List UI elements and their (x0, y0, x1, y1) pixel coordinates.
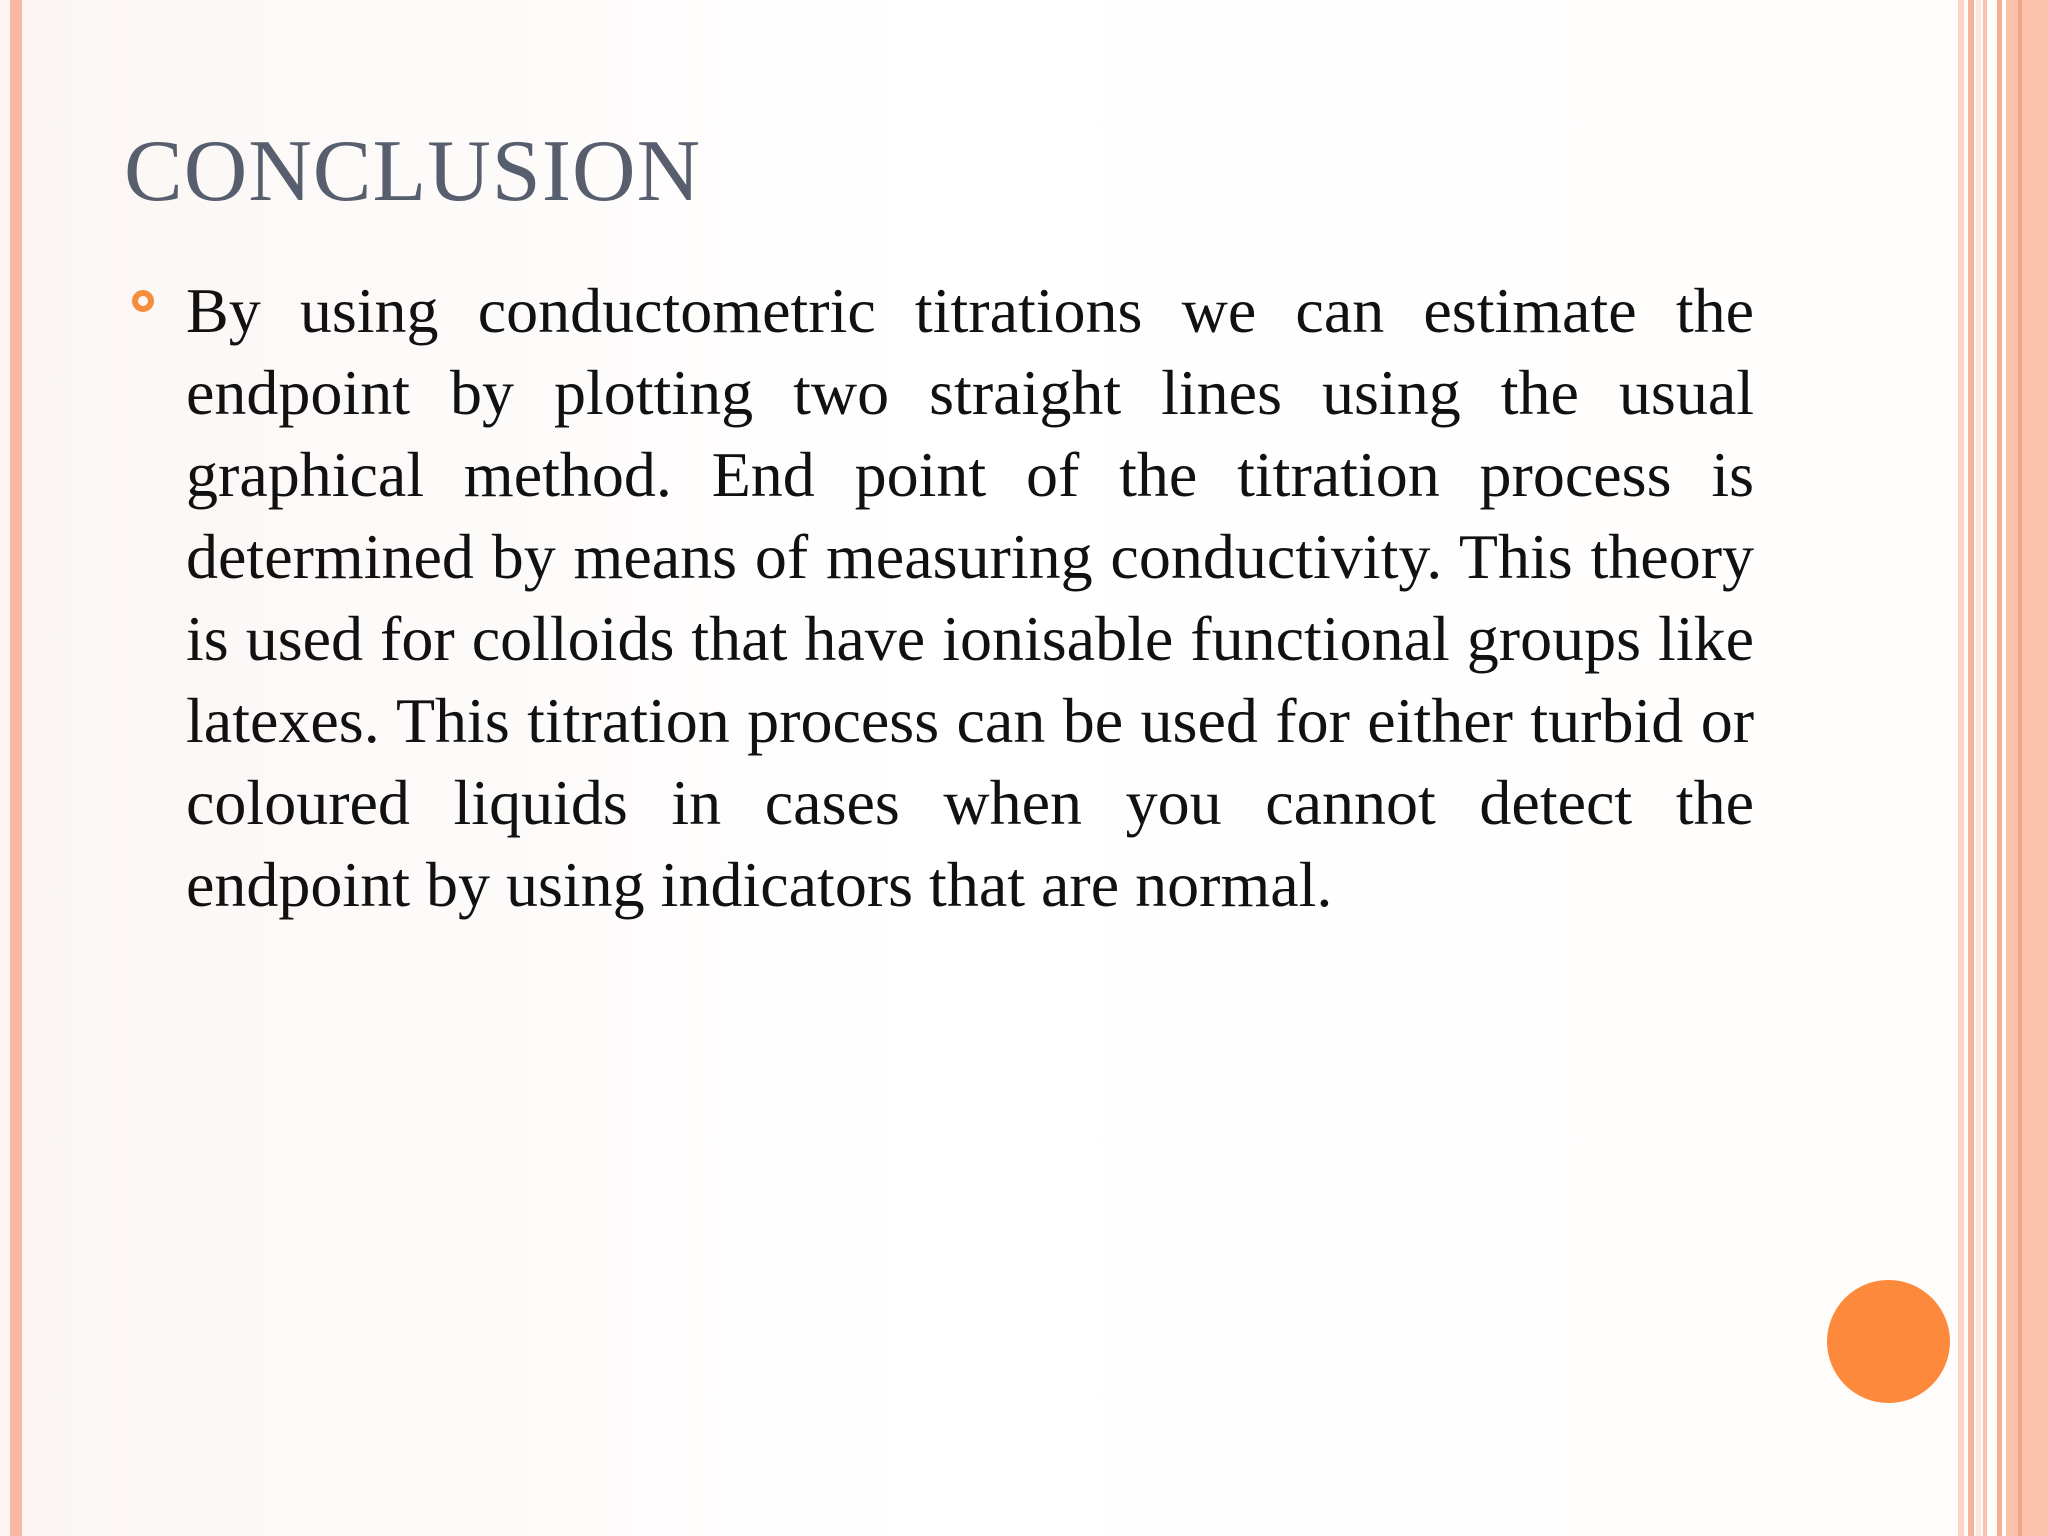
slide-title: CONCLUSION (124, 123, 702, 220)
bullet-list (124, 270, 1754, 926)
bullet-text: By using conductometric titrations we can estimate the endpoint by plotting two straight lines using the usual graphical method. End point of the titration process is determined by means of measuring conductivity. This theory is used for colloids that have ionisable functional groups like latexes. This titration process can be used for either turbid or coloured liquids in cases when you cannot detect the endpoint by using indicators that are normal. (186, 275, 1754, 920)
right-stripe-decoration (1997, 0, 2002, 1536)
right-stripe-decoration (1958, 0, 1964, 1536)
hollow-circle-bullet-icon (132, 290, 154, 312)
right-stripe-decoration (1976, 0, 1981, 1536)
bullet-item (124, 270, 1754, 926)
orange-circle-icon (1827, 1280, 1950, 1403)
right-stripe-decoration (1968, 0, 1974, 1536)
right-stripe-decoration (1983, 0, 1987, 1536)
left-border-decoration (10, 0, 22, 1536)
right-stripe-decoration (2018, 0, 2022, 1536)
right-stripe-decoration (2006, 0, 2048, 1536)
